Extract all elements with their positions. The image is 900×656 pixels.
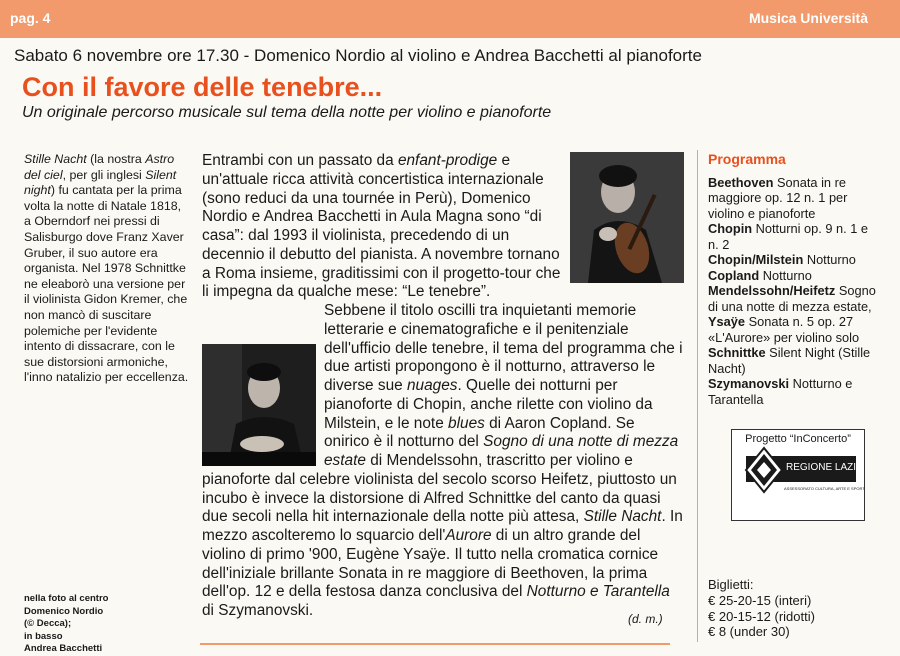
- progetto-title: Progetto “InConcerto”: [745, 433, 851, 445]
- biglietti-box: [708, 577, 815, 640]
- regione-lazio-logo: [746, 448, 865, 512]
- article-title: Con il favore delle tenebre...: [22, 72, 383, 102]
- photo-domenico-nordio: [570, 152, 684, 283]
- programma-item: Beethoven Sonata in re maggiore op. 12 n. 1 per violino e pianoforte: [708, 174, 848, 221]
- programma-item: Szymanovski Notturno e Tarantella: [708, 376, 853, 407]
- bottom-rule: [200, 643, 670, 645]
- event-line: Sabato 6 novembre ore 17.30 - Domenico Nordio al violino e Andrea Bacchetti al pianoforte: [14, 46, 702, 65]
- page-number: pag. 4: [10, 10, 51, 26]
- column-divider: [697, 150, 698, 642]
- page-header-band: [0, 0, 900, 38]
- progetto-inconcerto-box: [731, 429, 865, 521]
- photo-andrea-bacchetti: [202, 344, 316, 466]
- logo-subtext: ASSESSORATO CULTURA, ARTE E SPORT: [784, 486, 865, 491]
- programma-item: Chopin/Milstein Notturno: [708, 252, 856, 267]
- programma-item: Schnittke Silent Night (Stille Nacht): [708, 345, 871, 376]
- programma-item: Mendelssohn/Heifetz Sogno di una notte di mezza estate,: [708, 283, 876, 314]
- programma-item: Copland Notturno: [708, 267, 812, 283]
- programma-item: Ysaÿe Sonata n. 5 op. 27 «L'Aurore» per violino solo: [708, 314, 860, 345]
- photo-credit: nella foto al centro Domenico Nordio (© Decca); in basso Andrea Bacchetti: [24, 593, 109, 654]
- biglietti-line: € 20-15-12 (ridotti): [708, 608, 815, 624]
- biglietti-line: € 8 (under 30): [708, 624, 790, 640]
- side-note: Stille Nacht (la nostra Astro del ciel, per gli inglesi Silent night) fu cantata per la prima volta la notte di Natale 1818, a Oberndorf nei pressi di Salisburgo dove Franz Xaver Gruber, il suo autore era organista. Nel 1978 Schnittke ne eleaborò una versione per il violinista Gidon Kremer, che non mancò di suscitare polemiche per l'evidente intento di dissacrare, con le sue distorsioni armoniche, l'inno natalizio per eccellenza.: [24, 152, 189, 385]
- article-subtitle: Un originale percorso musicale sul tema della notte per violino e pianoforte: [22, 104, 552, 121]
- biglietti-line: € 25-20-15 (interi): [708, 592, 812, 608]
- author-signature: (d. m.): [628, 612, 663, 626]
- section-name: Musica Università: [748, 10, 868, 26]
- biglietti-title: Biglietti:: [708, 577, 754, 592]
- programma-title: Programma: [708, 151, 786, 167]
- programma-box: [708, 152, 878, 407]
- programma-item: Chopin Notturni op. 9 n. 1 e n. 2: [708, 221, 869, 252]
- logo-text: REGIONE LAZIO: [786, 462, 864, 473]
- article-body: Entrambi con un passato da enfant-prodige e un'attuale ricca attività concertistica internazionale (sono reduci da una tournée in Perù), Domenico Nordio e Andrea Bacchetti in Aula Magna sono “di casa”: dal 1993 il violinista, precedendo di un decennio il debutto del pianista. A novembre tornano a Roma insieme, graditissimi con il progetto-tour che li impegna da qualche mese: “Le tenebre”. Sebbene il titolo oscilli tra inquietanti memorie letterarie e cinematografiche e il penitenziale dell'ufficio delle tenebre, il tema del programma che i due artisti propongono è il notturno, attraverso le diverse sue nuages. Quelle dei notturni per pianoforte di Chopin, anche rilette con violino da Milstein, e le note blues di Aaron Copland. Se onirico è il notturno del Sogno di una notte di mezza estate di Mendelssohn, trascritto per violino e pianoforte dal celebre violinista del secolo scorso Heifetz, piuttosto un incubo è invece la distorsione di Alfred Schnittke del canto da quasi due secoli nella hit internazionale della notte più attesa, Stille Nacht. In mezzo ascolteremo lo squarcio dell'Aurore di un altro grande del violino di primo '900, Eugène Ysaÿe. Il tutto nella cromatica cornice dell'iniziale brillante Sonata in re maggiore di Beethoven, la prima dell'op. 12 e della festosa danza conclusiva del Notturno e Tarantella di Szymanovski.: [202, 152, 683, 619]
